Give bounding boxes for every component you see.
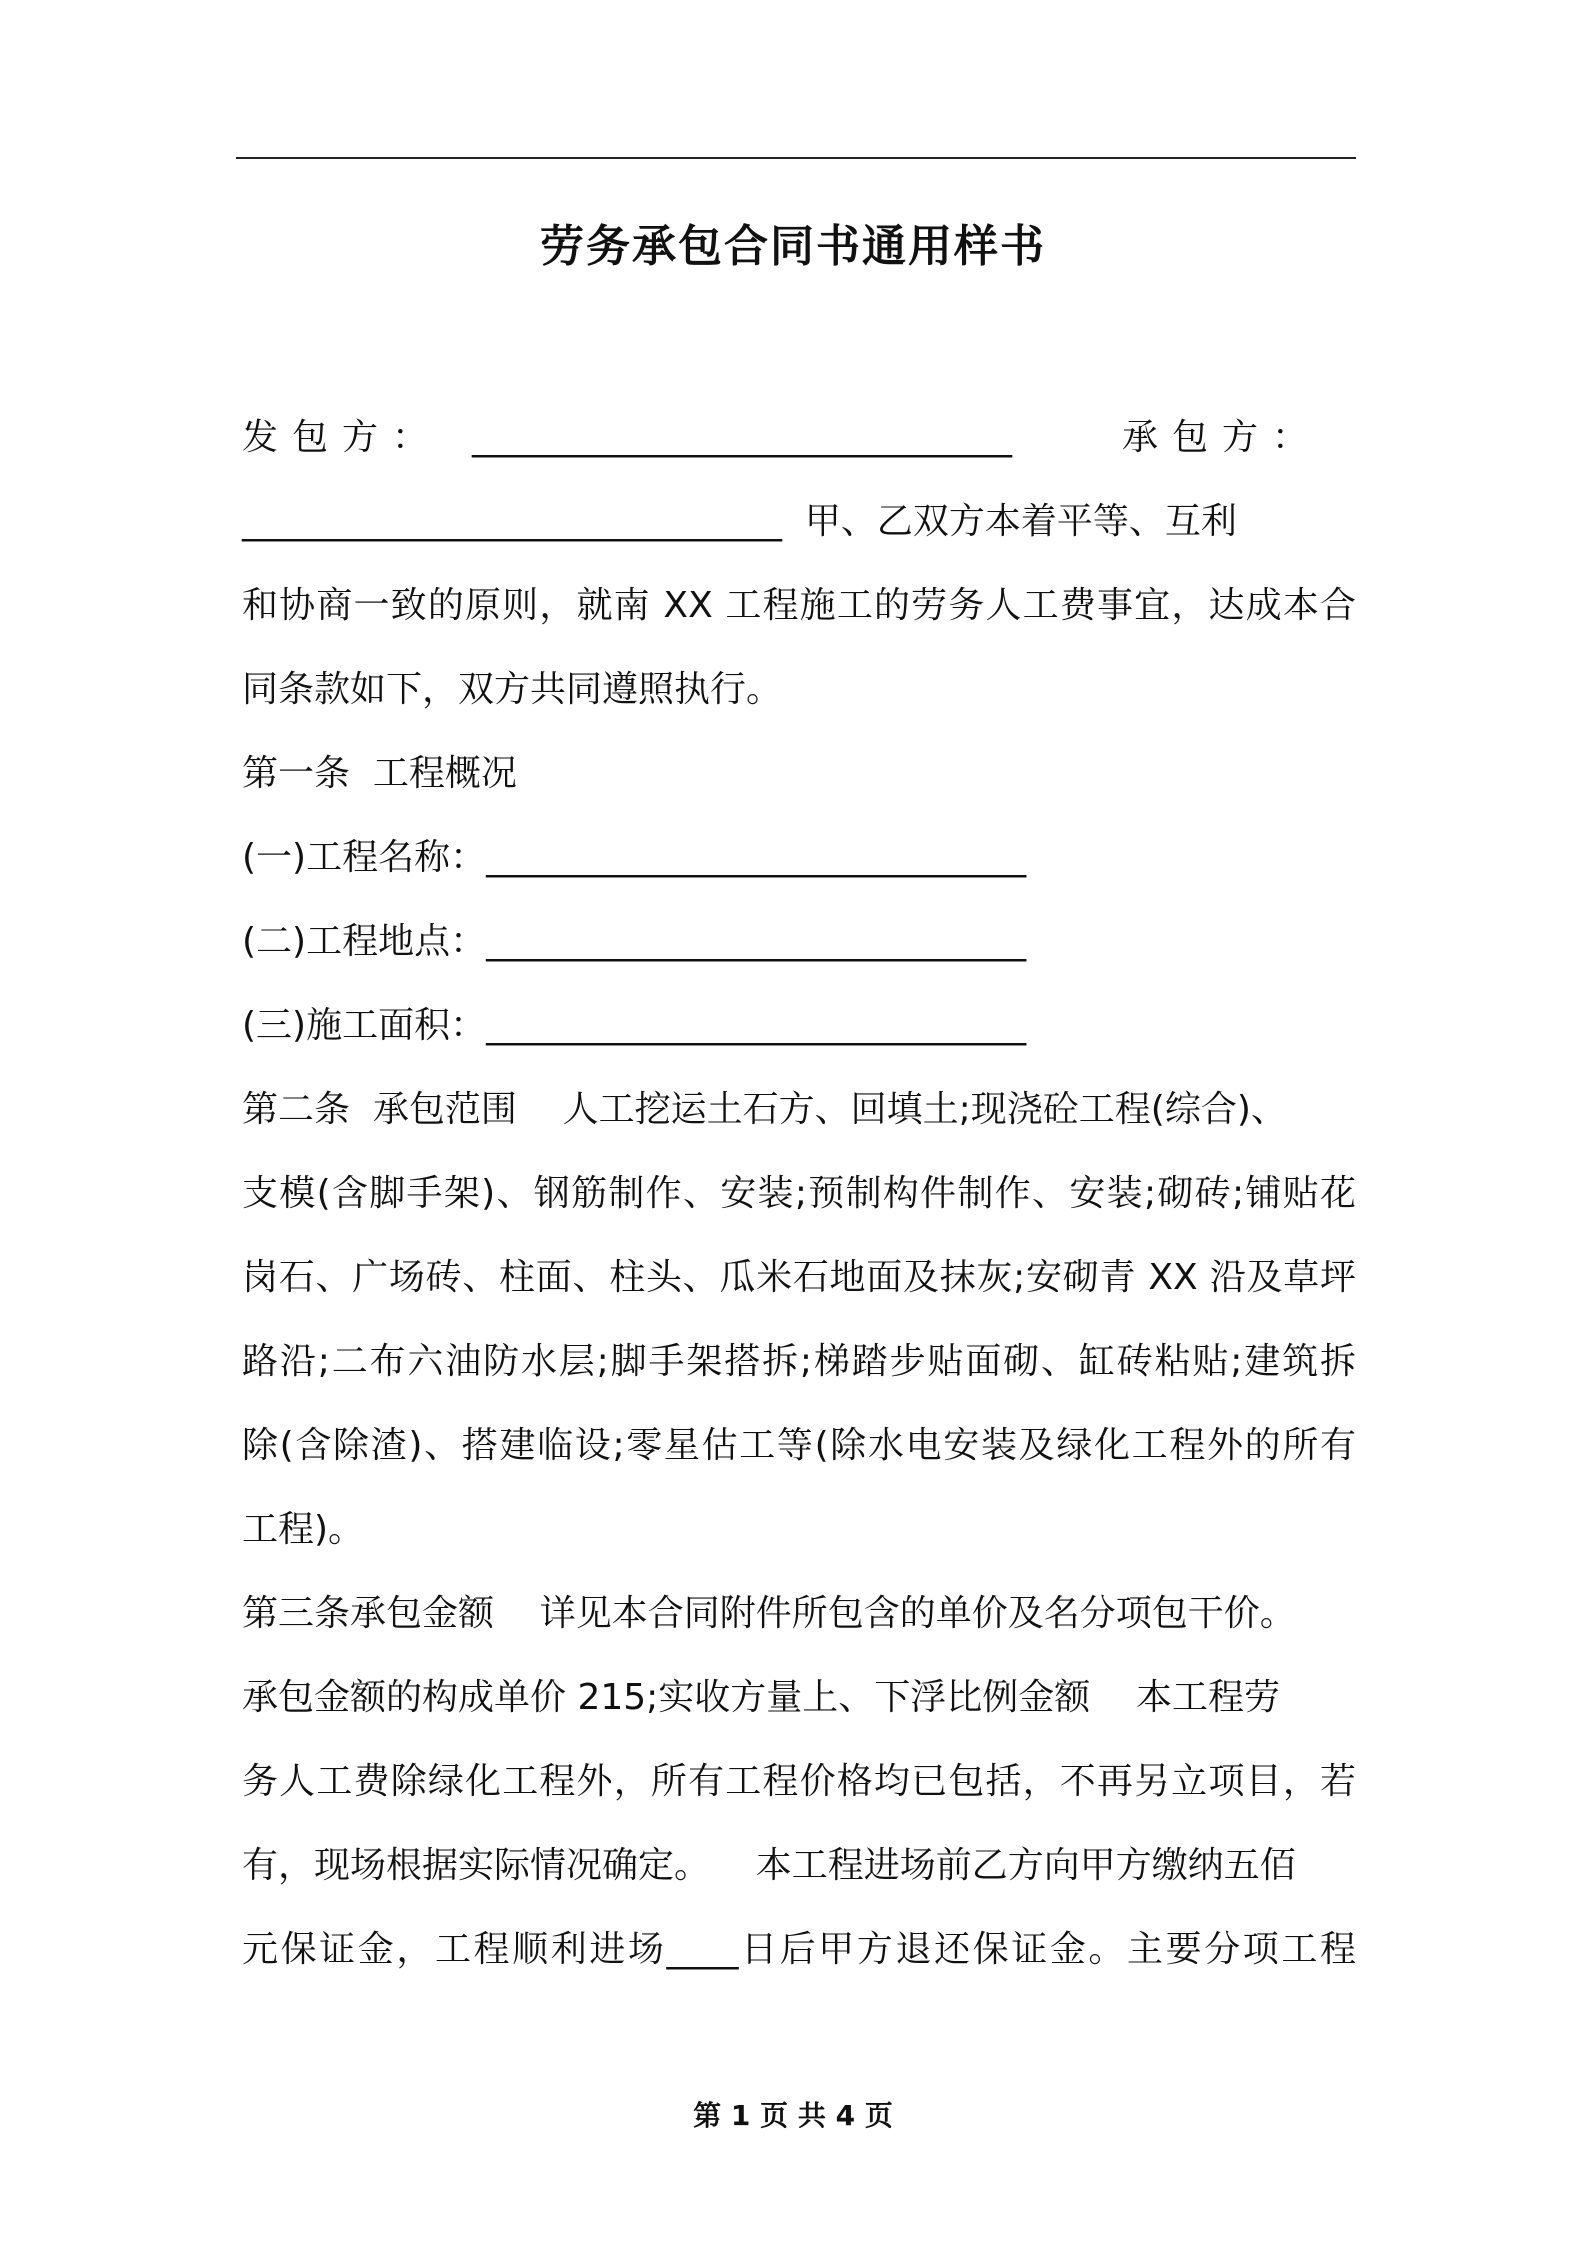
issuer-blank: ______________________________ <box>472 417 1013 458</box>
body-line-19: 元保证金，工程顺利进场____日后甲方退还保证金。主要分项工程 <box>242 1929 1356 1970</box>
body-line-3: 和协商一致的原则，就南 XX 工程施工的劳务人工费事宜，达成本合 <box>242 585 1356 626</box>
document-body <box>242 408 1356 2004</box>
issuer-label: 发包方： <box>242 417 443 458</box>
project-name-line: (一)工程名称：______________________________ <box>242 837 1027 878</box>
body-line-11: 岗石、广场砖、柱面、柱头、瓜米石地面及抹灰;安砌青 XX 沿及草坪 <box>242 1257 1356 1298</box>
body-line-2: ______________________________ 甲、乙双方本着平等、互利 <box>242 501 1237 542</box>
contractor-label: 承包方： <box>1122 417 1323 458</box>
body-line-17: 务人工费除绿化工程外，所有工程价格均已包括，不再另立项目，若 <box>242 1761 1356 1802</box>
party-line-1 <box>242 408 1356 492</box>
body-line-12: 路沿;二布六油防水层;脚手架搭拆;梯踏步贴面砌、缸砖粘贴;建筑拆 <box>242 1341 1356 1382</box>
section-3-heading: 第三条承包金额 详见本合同附件所包含的单价及名分项包干价。 <box>242 1593 1296 1634</box>
project-location-line: (二)工程地点：______________________________ <box>242 921 1027 962</box>
construction-area-line: (三)施工面积：______________________________ <box>242 1005 1027 1046</box>
body-line-13: 除(含除渣)、搭建临设;零星估工等(除水电安装及绿化工程外的所有 <box>242 1425 1356 1466</box>
page-number: 第 1 页 共 4 页 <box>693 2099 893 2132</box>
section-1-heading: 第一条 工程概况 <box>242 753 517 794</box>
body-line-16: 承包金额的构成单价 215;实收方量上、下浮比例金额 本工程劳 <box>242 1677 1281 1718</box>
body-line-14: 工程)。 <box>242 1509 365 1550</box>
body-line-10: 支模(含脚手架)、钢筋制作、安装;预制构件制作、安装;砌砖;铺贴花 <box>242 1173 1356 1214</box>
body-line-4: 同条款如下，双方共同遵照执行。 <box>242 669 783 710</box>
document-title: 劳务承包合同书通用样书 <box>540 221 1046 272</box>
body-line-18: 有，现场根据实际情况确定。 本工程进场前乙方向甲方缴纳五佰 <box>242 1845 1296 1886</box>
section-2-heading: 第二条 承包范围 人工挖运土石方、回填土;现浇砼工程(综合)、 <box>242 1089 1287 1130</box>
header-rule <box>236 157 1356 159</box>
